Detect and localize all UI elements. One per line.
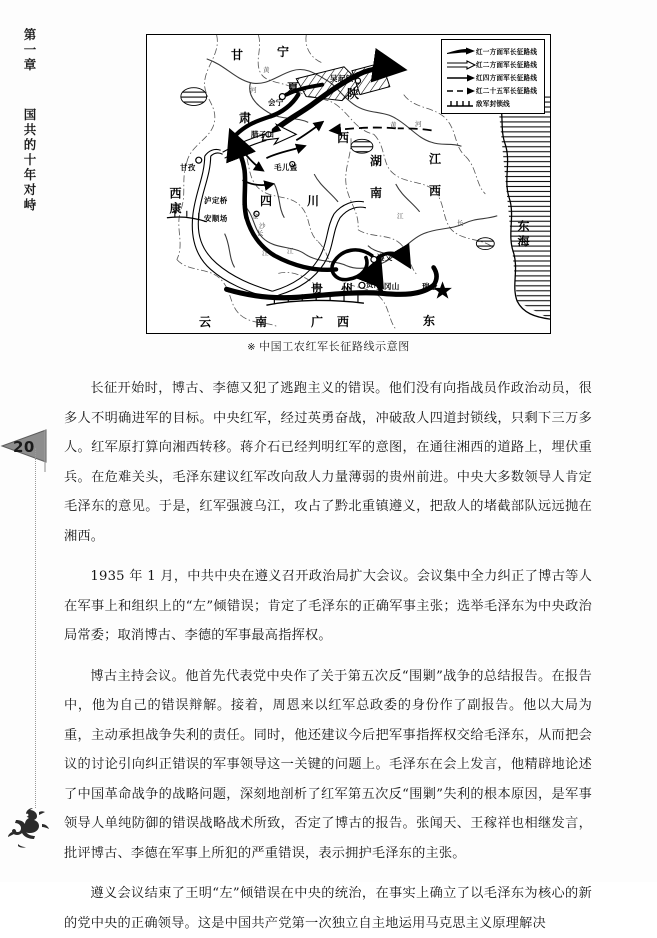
legend-item-red-4th-front-army — [446, 70, 541, 83]
map-label-sichuan-2: 川 — [307, 194, 323, 208]
map-figure — [146, 34, 551, 334]
map-label-river-jiang-3: 江 — [397, 212, 404, 220]
paragraph-3: 博古主持会议。他首先代表党中央作了关于第五次反“围剿”战争的总结报告。在报告中，他为自己的错误辩解。接着，周恩来以红军总政委的身份作了副报告。他以大局为重，主动承担战争失利的责任。同时，他还建议今后把军事指挥权交给毛泽东，从而把会议的讨论引向纠正错误的军事领导这一关键的问题上。毛泽东在会上发言，他精辟地论述了中国革命战争的战略问题，深刻地剖析了红军第五次反“围剿”失利的根本原因，是军事领导人单纯防御的错误战略战术所致，否定了博古的报告。张闻天、王稼祥也相继发言，批评博古、李德在军事上所犯的严重错误，表示拥护毛泽东的主张。 — [64, 668, 592, 861]
map-label-east-sea: 东海 — [516, 220, 530, 250]
map-label-jiangxi-2: 西 — [429, 184, 445, 198]
figure-caption — [0, 338, 657, 354]
map-label-guangxi-1: 广 — [311, 315, 327, 329]
barbed-blockade-line-icon — [446, 97, 476, 109]
thick-tapered-arrow-icon — [446, 45, 476, 57]
map-label-guangxi-2: 西 — [337, 315, 353, 329]
map-label-hunan-2: 南 — [370, 186, 386, 200]
map-label-guizhou-1: 贵 — [311, 282, 327, 296]
map-label-jiangxi-1: 江 — [429, 152, 445, 166]
map-label-shaanxi-2: 西 — [337, 131, 353, 145]
map-label-river-he-1: 河 — [250, 86, 257, 94]
map-label-river-jin: 金 — [252, 212, 259, 220]
map-label-lazikou: 腊子口 — [251, 130, 275, 139]
legend-label: 红四方面军长征路线 — [476, 73, 538, 82]
map-label-ningxia-1: 宁 — [277, 45, 293, 59]
legend-item-red-25th-army — [446, 83, 541, 96]
map-label-jinggangshan: 井冈山 — [376, 282, 400, 291]
map-label-luding-bridge: 泸定桥 — [204, 196, 228, 205]
map-label-yunnan-1: 云 — [199, 315, 215, 329]
legend-label: 红一方面军长征路线 — [476, 47, 538, 56]
dashed-arrow-icon — [446, 84, 476, 96]
legend-label: 红二十五军长征路线 — [476, 86, 538, 95]
legend-item-red-1st-front-army — [446, 44, 541, 57]
legend-item-red-2nd-front-army — [446, 57, 541, 70]
map-label-hunan-1: 湖 — [370, 154, 386, 168]
legend-label: 红二方面军长征路线 — [476, 60, 538, 69]
map-label-guangdong: 东 — [423, 314, 439, 328]
map-label-shaanxi-1: 陕 — [347, 87, 363, 101]
paragraph-4: 遵义会议结束了王明“左”倾错误在中央的统治，在事实上确立了以毛泽东为核心的新的党中央的正确领导。这是中国共产党第一次独立自主地运用马克思主义原理解决 — [64, 886, 592, 931]
map-label-anshunchang: 安顺场 — [204, 214, 228, 223]
map-label-huining: 会宁 — [268, 98, 284, 107]
hollow-double-line-arrow-icon — [446, 58, 476, 70]
caption-text: 中国工农红军长征路线示意图 — [259, 340, 410, 353]
map-legend — [441, 39, 545, 114]
map-label-river-huang-2: 黄 — [390, 121, 397, 129]
map-label-river-sha: 沙 — [259, 222, 266, 230]
legend-label: 敌军封锁线 — [476, 99, 510, 108]
map-label-maoergai: 毛儿盖 — [274, 163, 298, 172]
margin-dotted-rule — [35, 448, 36, 808]
thin-solid-arrow-icon — [446, 71, 476, 83]
map-label-zunyi: 遵义 — [377, 253, 393, 262]
map-label-ningxia-2: 夏 — [287, 81, 303, 95]
map-label-guiyang: 贵阳 — [366, 280, 382, 289]
dragon-icon — [6, 806, 52, 850]
map-label-yunnan-2: 南 — [255, 315, 271, 329]
map-label-ganzi: 甘孜 — [180, 163, 196, 172]
page-number-flag — [2, 428, 54, 472]
map-label-ruijin: 瑞金 — [422, 282, 438, 291]
map-label-river-chang-1: 长 — [257, 229, 264, 237]
map-frame — [146, 34, 551, 334]
map-label-gansu-1: 甘 — [231, 48, 247, 62]
map-label-river-jiang-2: 江 — [287, 247, 294, 255]
paragraph-1: 长征开始时，博古、李德又犯了逃跑主义的错误。他们没有向指战员作政治动员，很多人不明确进军的目标。中央红军，经过英勇奋战，冲破敌人四道封锁线，只剩下三万多人。红军原打算向湘西转移。蒋介石已经判明红军的意图，在通往湘西的道路上，埋伏重兵。在危难关头，毛泽东建议红军改向敌人力量薄弱的贵州前进。中央大多数领导人肯定毛泽东的意见。于是，红军强渡乌江，攻占了黔北重镇遵义，把敌人的堵截部队远远抛在湘西。 — [64, 381, 592, 544]
map-label-guizhou-2: 州 — [341, 282, 357, 296]
dragon-ornament — [6, 806, 52, 850]
map-label-xikang: 西康 — [168, 187, 182, 217]
legend-item-enemy-blockade-line — [446, 96, 541, 109]
map-label-river-chang-2: 长 — [457, 219, 464, 227]
map-label-gansu-2: 肃 — [239, 111, 255, 125]
map-label-river-jiang-1: 江 — [262, 249, 269, 257]
map-label-wuqizhen: 吴起镇 — [330, 74, 354, 83]
body-text — [64, 374, 592, 938]
chapter-running-head: 第一章 国共的十年对峙 — [22, 28, 37, 213]
page-number: 20 — [13, 438, 35, 456]
paragraph-2: 1935 年 1 月，中共中央在遵义召开政治局扩大会议。会议集中全力纠正了博古等人在军事上和组织上的“左”倾错误；肯定了毛泽东的正确军事主张；选举毛泽东为中央政治局常委；取消博古、李德的军事最高指挥权。 — [64, 569, 592, 643]
map-label-sichuan-1: 四 — [260, 194, 276, 208]
caption-marker-icon: ※ — [247, 342, 257, 353]
map-label-river-huang-1: 黄 — [263, 66, 270, 74]
map-label-river-he-2: 河 — [415, 120, 422, 128]
